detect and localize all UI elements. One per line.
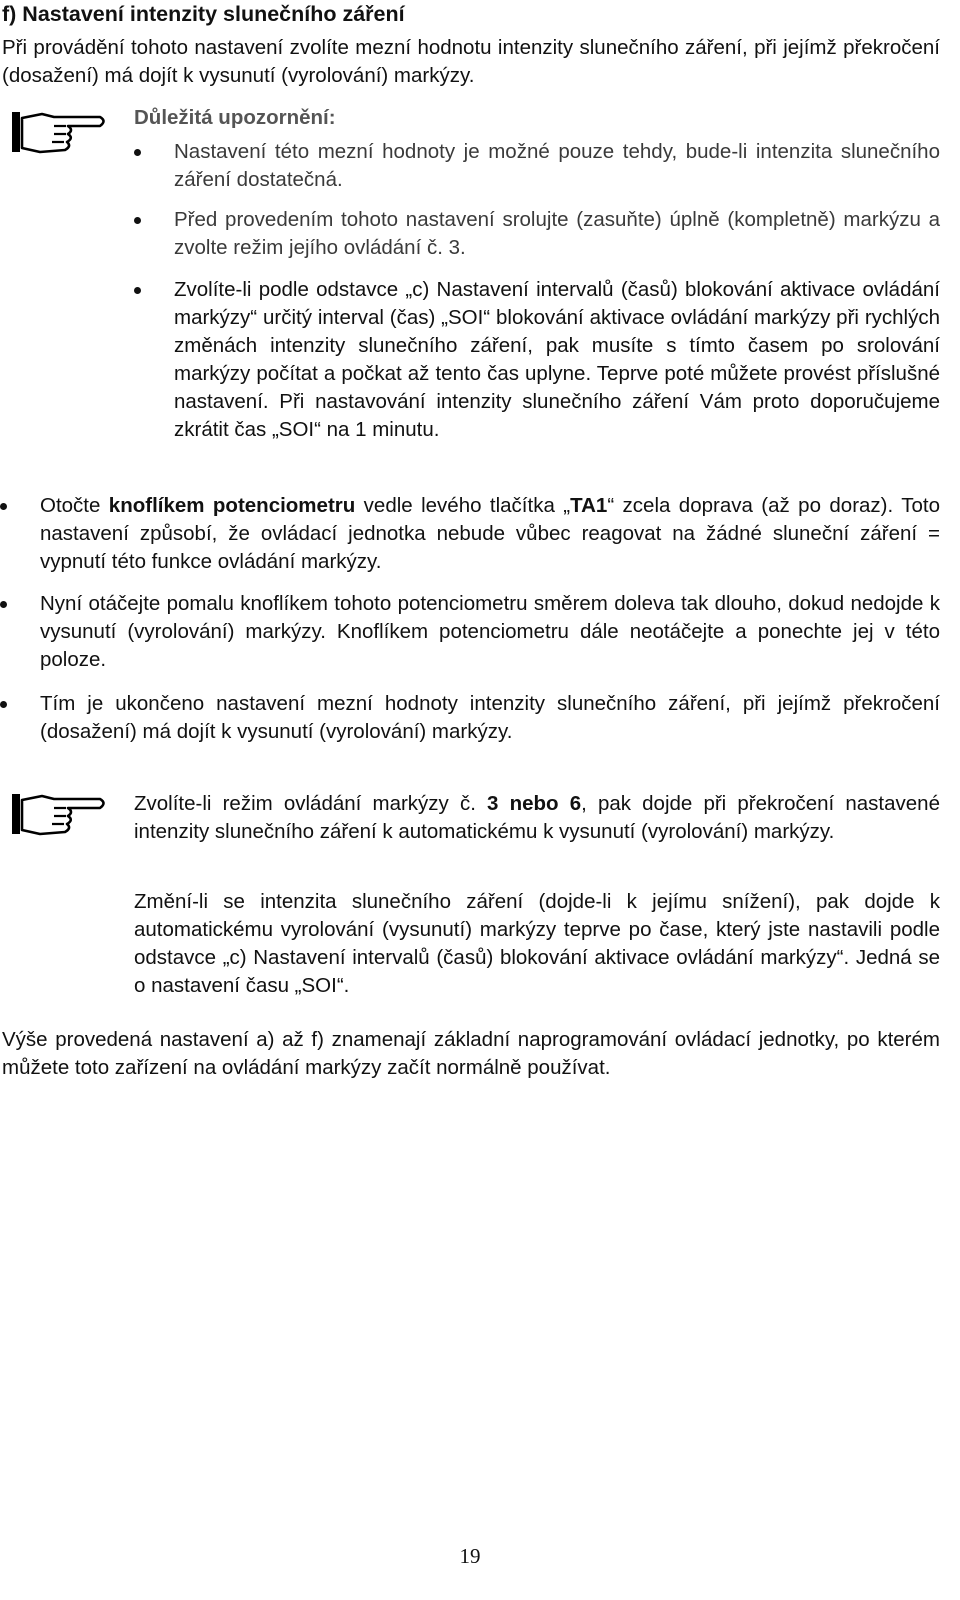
note-title: Důležitá upozornění: (134, 106, 336, 129)
step-2-text: Nyní otáčejte pomalu knoflíkem tohoto potenciometru směrem doleva tak dlouho, dokud nedojde k vysunutí (vyrolování) markýzy. Knoflíkem potenciometru dále neotáčejte a ponechte jej v této poloze. (40, 592, 940, 671)
step-1 (0, 492, 940, 576)
bullet-dot (0, 503, 7, 510)
step-2 (0, 590, 940, 674)
page-number: 19 (459, 1544, 481, 1568)
bullet-dot (134, 217, 141, 224)
tip-block-2 (134, 888, 940, 1000)
step-1-text: Otočte knoflíkem potenciometru vedle levého tlačítka „TA1“ zcela doprava (až po doraz). Toto nastavení způsobí, že ovládací jednotka nebude vůbec reagovat na žádné sluneční záření = vypnutí této funkce ovládání markýzy. (40, 494, 940, 573)
pointing-hand-icon (10, 790, 108, 838)
section-heading: f) Nastavení intenzity slunečního záření (2, 2, 405, 26)
bullet-dot (134, 149, 141, 156)
tip-paragraph-1: Zvolíte-li režim ovládání markýzy č. 3 nebo 6, pak dojde při překročení nastavené intenzity slunečního záření k automatickému k vysunutí (vyrolování) markýzy. (134, 792, 940, 843)
section-intro: Při provádění tohoto nastavení zvolíte mezní hodnotu intenzity slunečního záření, při jejímž překročení (dosažení) má dojít k vysunutí (vyrolování) markýzy. (2, 36, 940, 87)
note-bullet-3 (134, 276, 940, 444)
step-3-text: Tím je ukončeno nastavení mezní hodnoty intenzity slunečního záření, při jejímž překročení (dosažení) má dojít k vysunutí (vyrolování) markýzy. (40, 692, 940, 743)
note-bullet-text: Před provedením tohoto nastavení srolujte (zasuňte) úplně (kompletně) markýzu a zvolte režim jejího ovládání č. 3. (174, 208, 940, 259)
step-3 (0, 690, 940, 746)
note-bullet-1 (134, 138, 940, 194)
tip-block (134, 790, 940, 846)
note-bullet-text: Zvolíte-li podle odstavce „c) Nastavení intervalů (časů) blokování aktivace ovládání markýzy“ určitý interval (čas) „SOI“ blokování aktivace ovládání markýzy při rychlých změnách intenzity slunečního záření, pak musíte s tímto časem po srolování markýzy počítat a počkat až tento čas uplyne. Teprve poté můžete provést příslušné nastavení. Při nastavování intenzity slunečního záření Vám proto doporučujeme zkrátit čas „SOI“ na 1 minutu. (174, 278, 940, 441)
note-bullet-text: Nastavení této mezní hodnoty je možné pouze tehdy, bude-li intenzita slunečního záření dostatečná. (174, 140, 940, 191)
pointing-hand-icon (10, 108, 108, 156)
bullet-dot (0, 701, 7, 708)
note-bullet-2 (134, 206, 940, 262)
bullet-dot (134, 287, 141, 294)
tip-paragraph-2: Změní-li se intenzita slunečního záření (dojde-li k jejímu snížení), pak dojde k automatickému vyrolování (vysunutí) markýzy teprve po čase, který jste nastavili podle odstavce „c) Nastavení intervalů (časů) blokování aktivace ovládání markýzy“. Jedná se o nastavení času „SOI“. (134, 890, 940, 997)
bullet-dot (0, 601, 7, 608)
closing-paragraph: Výše provedená nastavení a) až f) znamenají základní naprogramování ovládací jednotky, po kterém můžete toto zařízení na ovládání markýzy začít normálně používat. (2, 1028, 940, 1079)
